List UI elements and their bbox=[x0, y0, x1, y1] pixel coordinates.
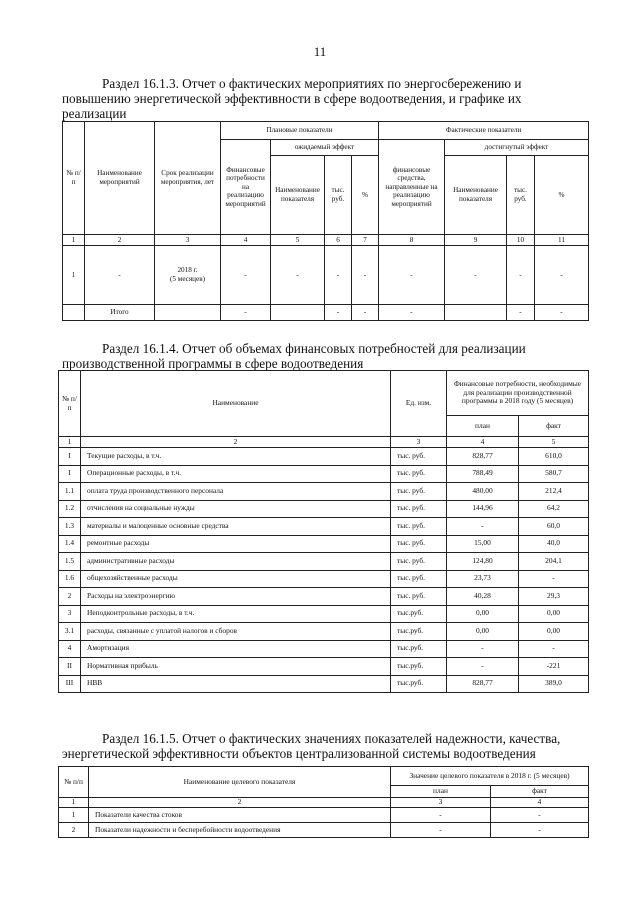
cell-unit: тыс.руб. bbox=[391, 605, 447, 623]
cell-plan: 828,77 bbox=[447, 675, 519, 693]
exp-tr-header: тыс. руб. bbox=[325, 156, 352, 235]
section-heading-16-1-5 bbox=[62, 731, 598, 761]
col-number: 2 bbox=[89, 798, 391, 808]
cell: - bbox=[325, 305, 352, 321]
column-numbers-row bbox=[63, 235, 589, 246]
cell-plan: - bbox=[391, 808, 491, 823]
cell-plan: 828,77 bbox=[447, 448, 519, 466]
col-number: 3 bbox=[391, 437, 447, 448]
table-row bbox=[59, 808, 589, 823]
cell: - bbox=[535, 246, 589, 305]
cell-fact: 580,7 bbox=[519, 465, 589, 483]
cell-no: 1.4 bbox=[59, 535, 81, 553]
heading-line: реализации bbox=[62, 106, 127, 121]
cell-no: I bbox=[59, 448, 81, 466]
cell-name: ремонтные расходы bbox=[81, 535, 391, 553]
fin-needs-header: Финансовые потребности, необходимые для реализации производственной программы в 2018 году (5 месяцев) bbox=[447, 371, 589, 416]
col-name-header: Наименование мероприятий bbox=[85, 122, 155, 235]
expected-effect-header: ожидаемый эффект bbox=[271, 140, 379, 156]
cell-name: общехозяйственные расходы bbox=[81, 570, 391, 588]
col-no-header: № п/п bbox=[59, 371, 81, 437]
reliability-indicators-body bbox=[59, 808, 589, 838]
table-row bbox=[63, 246, 589, 305]
cell-unit: тыс. руб. bbox=[391, 448, 447, 466]
table-row bbox=[59, 570, 589, 588]
cell-fact: - bbox=[519, 640, 589, 658]
exp-pct-header: % bbox=[352, 156, 379, 235]
cell-unit: тыс. руб. bbox=[391, 553, 447, 571]
cell-unit: тыс. руб. bbox=[391, 500, 447, 518]
energy-measures-table bbox=[62, 121, 589, 321]
plan-header: план bbox=[447, 416, 519, 437]
col-number: 4 bbox=[221, 235, 271, 246]
cell-name: Амортизация bbox=[81, 640, 391, 658]
col-number: 5 bbox=[519, 437, 589, 448]
col-no-header: № п/п bbox=[63, 122, 85, 235]
cell-no: 1.1 bbox=[59, 483, 81, 501]
cell-name: Показатели надежности и бесперебойности водоотведения bbox=[89, 823, 391, 838]
cell-plan: 40,28 bbox=[447, 588, 519, 606]
value-header: Значение целевого показателя в 2018 г. (5 месяцев) bbox=[391, 767, 589, 786]
cell-no: 2 bbox=[59, 823, 89, 838]
col-number: 1 bbox=[59, 437, 81, 448]
cell-plan: - bbox=[447, 658, 519, 676]
table-row bbox=[59, 465, 589, 483]
ach-tr-header: тыс. руб. bbox=[507, 156, 535, 235]
cell-no: 1.6 bbox=[59, 570, 81, 588]
cell-name: Текущие расходы, в т.ч. bbox=[81, 448, 391, 466]
cell-fact: - bbox=[519, 570, 589, 588]
cell-fact: 610,0 bbox=[519, 448, 589, 466]
cell: - bbox=[352, 246, 379, 305]
term-line: 2018 г. bbox=[177, 266, 198, 275]
col-term-header: Срок реализации мероприятия, лет bbox=[155, 122, 221, 235]
col-number: 10 bbox=[507, 235, 535, 246]
cell-plan: - bbox=[391, 823, 491, 838]
header-row bbox=[59, 371, 589, 416]
cell-no: 1.5 bbox=[59, 553, 81, 571]
cell-no: II bbox=[59, 658, 81, 676]
col-number: 7 bbox=[352, 235, 379, 246]
cell: - bbox=[535, 305, 589, 321]
header-row bbox=[59, 767, 589, 786]
cell-no: I bbox=[59, 465, 81, 483]
fin-means-header: финансовые средства, направленные на реализацию мероприятий bbox=[379, 140, 445, 235]
col-number: 1 bbox=[63, 235, 85, 246]
cell-no: 1.3 bbox=[59, 518, 81, 536]
cell-unit: тыс.руб. bbox=[391, 675, 447, 693]
cell-name: Операционные расходы, в т.ч. bbox=[81, 465, 391, 483]
plan-header: план bbox=[391, 786, 491, 798]
cell-name: отчисления на социальные нужды bbox=[81, 500, 391, 518]
table-row bbox=[59, 535, 589, 553]
table-row bbox=[59, 553, 589, 571]
cell-fact: 204,1 bbox=[519, 553, 589, 571]
cell-fact: 64,2 bbox=[519, 500, 589, 518]
table-row bbox=[59, 605, 589, 623]
cell bbox=[445, 305, 507, 321]
cell: - bbox=[325, 246, 352, 305]
cell-plan: 144,96 bbox=[447, 500, 519, 518]
cell bbox=[63, 305, 85, 321]
cell-no: 1 bbox=[59, 808, 89, 823]
cell-plan: 0,00 bbox=[447, 605, 519, 623]
reliability-indicators-table bbox=[58, 766, 589, 838]
cell-name: - bbox=[85, 246, 155, 305]
col-unit-header: Ед. изм. bbox=[391, 371, 447, 437]
cell-unit: тыс.руб. bbox=[391, 658, 447, 676]
cell-plan: - bbox=[447, 640, 519, 658]
table-row bbox=[59, 500, 589, 518]
column-numbers-row bbox=[59, 798, 589, 808]
col-number: 6 bbox=[325, 235, 352, 246]
table-row bbox=[59, 823, 589, 838]
fact-header: факт bbox=[491, 786, 589, 798]
total-label: Итого bbox=[85, 305, 155, 321]
cell-no: 1 bbox=[63, 246, 85, 305]
col-number: 5 bbox=[271, 235, 325, 246]
fin-need-header: Финансовые потребности на реализацию мероприятий bbox=[221, 140, 271, 235]
cell-fact: - bbox=[491, 808, 589, 823]
cell-unit: тыс. руб. bbox=[391, 483, 447, 501]
heading-line: повышению энергетической эффективности в сфере водоотведения, и графике их bbox=[62, 91, 522, 106]
col-number: 1 bbox=[59, 798, 89, 808]
cell-fact: 40,0 bbox=[519, 535, 589, 553]
cell-no: 2 bbox=[59, 588, 81, 606]
cell bbox=[155, 305, 221, 321]
col-number: 4 bbox=[491, 798, 589, 808]
cell-plan: 0,00 bbox=[447, 623, 519, 641]
cell-name: оплата труда производственного персонала bbox=[81, 483, 391, 501]
column-numbers-row bbox=[59, 437, 589, 448]
col-name-header: Наименование целевого показателя bbox=[89, 767, 391, 798]
cell-unit: тыс. руб. bbox=[391, 570, 447, 588]
cell-name: материалы и малоценные основные средства bbox=[81, 518, 391, 536]
cell-unit: тыс. руб. bbox=[391, 465, 447, 483]
cell-unit: тыс. руб. bbox=[391, 535, 447, 553]
cell-unit: тыс. руб. bbox=[391, 588, 447, 606]
col-number: 4 bbox=[447, 437, 519, 448]
page-number: 11 bbox=[313, 44, 327, 59]
term-line: (5 месяцев) bbox=[169, 275, 206, 283]
col-number: 8 bbox=[379, 235, 445, 246]
table-row bbox=[59, 658, 589, 676]
table-row bbox=[59, 588, 589, 606]
table-row bbox=[59, 483, 589, 501]
cell-name: административные расходы bbox=[81, 553, 391, 571]
cell-no: III bbox=[59, 675, 81, 693]
financial-needs-body bbox=[59, 448, 589, 693]
cell-name: расходы, связанные с уплатой налогов и сборов bbox=[81, 623, 391, 641]
cell: - bbox=[507, 305, 535, 321]
heading-line: Раздел 16.1.4. Отчет об объемах финансовых потребностей для реализации bbox=[102, 341, 526, 356]
cell-plan: 788,49 bbox=[447, 465, 519, 483]
cell-plan: - bbox=[447, 518, 519, 536]
cell-plan: 15,00 bbox=[447, 535, 519, 553]
cell-plan: 480,00 bbox=[447, 483, 519, 501]
cell-fact: 0,00 bbox=[519, 605, 589, 623]
table-row bbox=[59, 448, 589, 466]
cell-name: Нормативная прибыль bbox=[81, 658, 391, 676]
cell-unit: тыс. руб. bbox=[391, 518, 447, 536]
cell-fact: 0,00 bbox=[519, 623, 589, 641]
ach-name-header: Наименование показателя bbox=[445, 156, 507, 235]
table-row bbox=[59, 675, 589, 693]
col-number: 9 bbox=[445, 235, 507, 246]
header-row bbox=[63, 122, 589, 140]
col-number: 2 bbox=[85, 235, 155, 246]
cell-unit: тыс.руб. bbox=[391, 623, 447, 641]
planned-header: Плановые показатели bbox=[221, 122, 379, 140]
financial-needs-table bbox=[58, 370, 589, 693]
cell: - bbox=[379, 246, 445, 305]
cell-term bbox=[155, 246, 221, 305]
heading-line: производственной программы в сфере водоотведения bbox=[62, 356, 364, 371]
cell-plan: 23,73 bbox=[447, 570, 519, 588]
achieved-effect-header: достигнутый эффект bbox=[445, 140, 589, 156]
cell: - bbox=[221, 305, 271, 321]
col-number: 11 bbox=[535, 235, 589, 246]
cell-fact: 29,3 bbox=[519, 588, 589, 606]
cell: - bbox=[445, 246, 507, 305]
table-row bbox=[59, 518, 589, 536]
exp-name-header: Наименование показателя bbox=[271, 156, 325, 235]
cell: - bbox=[221, 246, 271, 305]
cell-fact: 60,0 bbox=[519, 518, 589, 536]
cell-no: 3.1 bbox=[59, 623, 81, 641]
cell-no: 3 bbox=[59, 605, 81, 623]
cell-fact: 212,4 bbox=[519, 483, 589, 501]
cell-fact: - bbox=[491, 823, 589, 838]
cell: - bbox=[507, 246, 535, 305]
col-number: 3 bbox=[391, 798, 491, 808]
cell-name: Показатели качества стоков bbox=[89, 808, 391, 823]
actual-header: Фактические показатели bbox=[379, 122, 589, 140]
cell-fact: 389,0 bbox=[519, 675, 589, 693]
cell-plan: 124,80 bbox=[447, 553, 519, 571]
cell-name: НВВ bbox=[81, 675, 391, 693]
cell: - bbox=[271, 246, 325, 305]
total-row bbox=[63, 305, 589, 321]
cell-name: Неподконтрольные расходы, в т.ч. bbox=[81, 605, 391, 623]
cell-name: Расходы на электроэнергию bbox=[81, 588, 391, 606]
table-row bbox=[59, 640, 589, 658]
cell-fact: -221 bbox=[519, 658, 589, 676]
col-number: 2 bbox=[81, 437, 391, 448]
col-no-header: № п/п bbox=[59, 767, 89, 798]
ach-pct-header: % bbox=[535, 156, 589, 235]
col-number: 3 bbox=[155, 235, 221, 246]
section-heading-16-1-3 bbox=[62, 76, 598, 121]
section-heading-16-1-4 bbox=[62, 341, 598, 371]
heading-line: энергетической эффективности объектов централизованной системы водоотведения bbox=[62, 746, 536, 761]
cell: - bbox=[352, 305, 379, 321]
cell-no: 4 bbox=[59, 640, 81, 658]
heading-line: Раздел 16.1.3. Отчет о фактических мероприятиях по энергосбережению и bbox=[102, 76, 522, 91]
cell-unit: тыс.руб. bbox=[391, 640, 447, 658]
cell bbox=[271, 305, 325, 321]
col-name-header: Наименование bbox=[81, 371, 391, 437]
cell-no: 1.2 bbox=[59, 500, 81, 518]
heading-line: Раздел 16.1.5. Отчет о фактических значениях показателей надежности, качества, bbox=[102, 731, 561, 746]
table-row bbox=[59, 623, 589, 641]
cell: - bbox=[379, 305, 445, 321]
fact-header: факт bbox=[519, 416, 589, 437]
